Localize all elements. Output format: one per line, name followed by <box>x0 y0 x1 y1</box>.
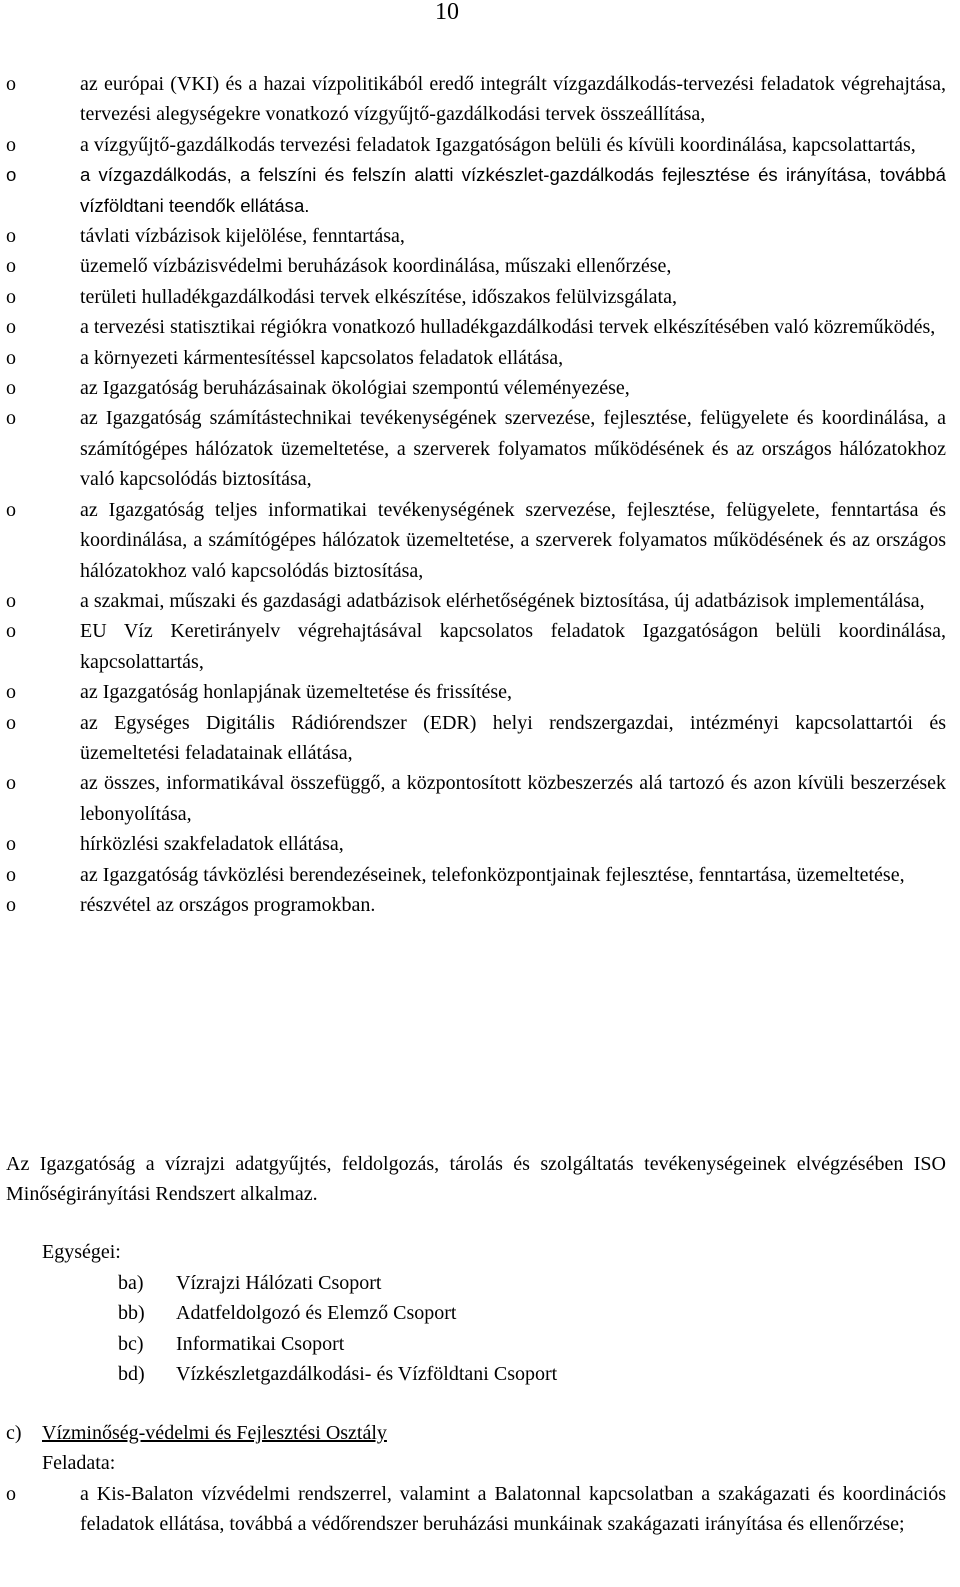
bullet-text: a Kis-Balaton vízvédelmi rendszerrel, valamint a Balatonnal kapcsolatban a szakágazati és koordinációs feladatok ellátása, továbbá a védőrendszer beruházási munkáinak szakágazati irányítása és ellenőrzése; <box>80 1482 946 1536</box>
unit-code: bc) <box>118 1332 144 1355</box>
list-item <box>6 69 946 130</box>
unit-name: Vízkészletgazdálkodási- és Vízföldtani Csoport <box>176 1363 558 1386</box>
bullet-marker: o <box>6 73 16 95</box>
list-item <box>6 829 946 859</box>
list-item <box>6 343 946 373</box>
iso-paragraph: Az Igazgatóság a vízrajzi adatgyűjtés, feldolgozás, tárolás és szolgáltatás tevékenységeinek elvégzésében ISO Minőségirányítási Rendszert alkalmaz. <box>6 1153 946 1206</box>
bullet-marker: o <box>6 316 16 339</box>
section-c <box>6 1418 946 1540</box>
list-item <box>6 616 946 677</box>
bullet-marker: o <box>6 377 16 400</box>
units-label: Egységei: <box>42 1241 121 1263</box>
list-item <box>6 160 946 221</box>
list-item <box>6 403 946 494</box>
bullet-text: a vízgazdálkodás, a felszíni és felszín alatti vízkészlet-gazdálkodás fejlesztése és irányítása, továbbá vízföldtani teendők ellátása. <box>80 164 946 216</box>
list-item <box>6 1479 946 1540</box>
bullet-marker: o <box>6 164 17 186</box>
bullet-text: az Igazgatóság beruházásainak ökológiai szempontú véleményezése, <box>80 377 630 400</box>
list-item <box>6 677 946 707</box>
list-item <box>6 495 946 586</box>
bullet-marker: o <box>6 407 16 430</box>
bullet-text: részvétel az országos programokban. <box>80 893 376 916</box>
bullet-text: a vízgyűjtő-gazdálkodás tervezési feladatok Igazgatóságon belüli és kívüli koordinálása, kapcsolattartás, <box>80 133 916 156</box>
bullet-text: az Igazgatóság honlapjának üzemeltetése és frissítése, <box>80 681 513 704</box>
page-number: 10 <box>435 0 459 25</box>
bullet-text: a környezeti kármentesítéssel kapcsolatos feladatok ellátása, <box>80 346 564 369</box>
bullet-marker: o <box>6 893 16 916</box>
bullet-text: a tervezési statisztikai régiókra vonatkozó hulladékgazdálkodási tervek elkészítésében való közreműködés, <box>80 316 936 339</box>
bullet-text: területi hulladékgazdálkodási tervek elkészítése, időszakos felülvizsgálata, <box>80 285 677 308</box>
unit-item <box>118 1298 557 1328</box>
unit-code: ba) <box>118 1272 144 1294</box>
section-title: Vízminőség-védelmi és Fejlesztési Osztály <box>42 1422 387 1444</box>
bullet-marker: o <box>6 589 16 612</box>
bullet-text: az Igazgatóság távközlési berendezéseinek, telefonközpontjainak fejlesztése, fenntartása, üzemeltetése, <box>80 863 905 886</box>
bullet-text: EU Víz Keretirányelv végrehajtásával kapcsolatos feladatok Igazgatóságon belüli koordinálása, kapcsolattartás, <box>80 620 946 673</box>
section-letter: c) <box>6 1422 22 1444</box>
bullet-marker: o <box>6 1482 16 1505</box>
list-item <box>6 251 946 281</box>
unit-item <box>118 1359 557 1389</box>
bullet-text: az összes, informatikával összefüggő, a központosított közbeszerzés alá tartozó és azon kívüli beszerzések lebonyolítása, <box>80 772 946 825</box>
bullet-marker: o <box>6 285 16 308</box>
unit-code: bb) <box>118 1302 145 1325</box>
bullet-marker: o <box>6 711 16 734</box>
section-bullet-list <box>6 1479 946 1540</box>
list-item <box>6 282 946 312</box>
bullet-marker: o <box>6 620 16 643</box>
bullet-text: a szakmai, műszaki és gazdasági adatbázisok elérhetőségének biztosítása, új adatbázisok implementálása, <box>80 589 925 612</box>
bullet-marker: o <box>6 225 16 248</box>
list-item <box>6 373 946 403</box>
section-heading <box>6 1418 946 1448</box>
bullet-text: az Igazgatóság teljes informatikai tevékenységének szervezése, fejlesztése, felügyelete, fenntartása és koordinálása, a számítógépes hálózatok üzemeltetése, a szerverek folyamatos működésének és az országos hálózatokhoz való kapcsolódás biztosítása, <box>80 498 946 582</box>
list-item <box>6 860 946 890</box>
bullet-text: üzemelő vízbázisvédelmi beruházások koordinálása, műszaki ellenőrzése, <box>80 255 672 278</box>
unit-code: bd) <box>118 1363 145 1386</box>
list-item <box>6 312 946 342</box>
bullet-text: az Egységes Digitális Rádiórendszer (EDR) helyi rendszergazdai, intézményi kapcsolattartói és üzemeltetési feladatainak ellátása, <box>80 711 946 764</box>
list-item <box>6 890 946 920</box>
bullet-marker: o <box>6 772 16 795</box>
bullet-marker: o <box>6 681 16 704</box>
bullet-text: hírközlési szakfeladatok ellátása, <box>80 833 344 856</box>
list-item <box>6 768 946 829</box>
unit-item <box>118 1329 557 1359</box>
bullet-marker: o <box>6 833 16 856</box>
list-item <box>6 586 946 616</box>
task-bullet-list <box>6 69 946 920</box>
units-list <box>118 1268 557 1390</box>
unit-name: Adatfeldolgozó és Elemző Csoport <box>176 1302 457 1325</box>
unit-item <box>118 1268 557 1298</box>
bullet-text: az Igazgatóság számítástechnikai tevékenységének szervezése, fejlesztése, felügyelete és koordinálása, a számítógépes hálózatok üzemeltetése, a szerverek folyamatos működésének és az országos hálózatokhoz való kapcsolódás biztosítása, <box>80 407 946 491</box>
bullet-marker: o <box>6 498 16 521</box>
bullet-text: az európai (VKI) és a hazai vízpolitikából eredő integrált vízgazdálkodás-tervezési feladatok végrehajtása, tervezési alegységekre vonatkozó vízgyűjtő-gazdálkodási tervek összeállítása, <box>80 73 946 126</box>
bullet-marker: o <box>6 255 16 278</box>
list-item <box>6 130 946 160</box>
bullet-marker: o <box>6 133 16 156</box>
list-item <box>6 221 946 251</box>
unit-name: Vízrajzi Hálózati Csoport <box>176 1272 382 1294</box>
task-label: Feladata: <box>42 1452 116 1475</box>
unit-name: Informatikai Csoport <box>176 1332 345 1355</box>
list-item <box>6 708 946 769</box>
bullet-marker: o <box>6 346 16 369</box>
bullet-text: távlati vízbázisok kijelölése, fenntartása, <box>80 225 405 248</box>
bullet-marker: o <box>6 863 16 886</box>
